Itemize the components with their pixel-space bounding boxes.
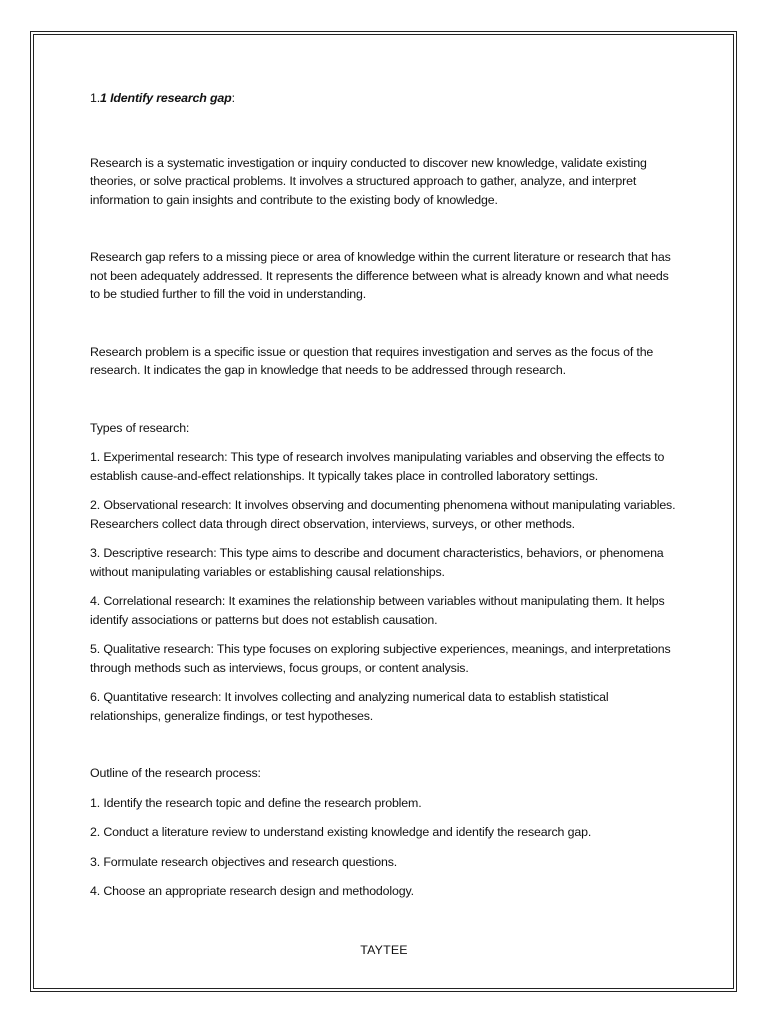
list-item: 3. Descriptive research: This type aims to describe and document characteristics, behaviors, or phenomena without manipulating variables or establishing causal relationships. [90, 546, 664, 579]
paragraph-research-problem: Research problem is a specific issue or question that requires investigation and serves as the focus of the research. It indicates the gap in knowledge that needs to be addressed through research. [90, 344, 654, 377]
section-heading [90, 89, 680, 108]
paragraph-research-gap: Research gap refers to a missing piece or area of knowledge within the current literature or research that has not been adequately addressed. It represents the difference between what is already known and what needs to be studied further to fill the void in understanding. [90, 250, 671, 301]
list-item: 2. Observational research: It involves observing and documenting phenomena without manipulating variables. Researchers collect data through direct observation, interviews, surveys, or other methods. [90, 498, 676, 531]
page-footer: TAYTEE [360, 943, 408, 957]
list-item: 2. Conduct a literature review to understand existing knowledge and identify the research gap. [90, 825, 592, 839]
outline-title: Outline of the research process: [90, 766, 261, 780]
list-item: 4. Correlational research: It examines the relationship between variables without manipulating them. It helps identify associations or patterns but does not establish causation. [90, 594, 665, 627]
heading-title: 1 Identify research gap [100, 91, 232, 105]
paragraph-research: Research is a systematic investigation or inquiry conducted to discover new knowledge, validate existing theories, or solve practical problems. It involves a structured approach to gather, analyze, and interpret information to gain insights and contribute to the existing body of knowledge. [90, 155, 647, 207]
list-item: 1. Identify the research topic and define the research problem. [90, 795, 422, 810]
list-item: 5. Qualitative research: This type focuses on exploring subjective experiences, meanings, and interpretations through methods such as interviews, focus groups, or content analysis. [90, 642, 671, 675]
heading-suffix: : [231, 91, 235, 105]
heading-number: 1. [90, 91, 101, 105]
list-item: 4. Choose an appropriate research design and methodology. [90, 884, 414, 898]
list-item: 6. Quantitative research: It involves collecting and analyzing numerical data to establish statistical relationships, generalize findings, or test hypotheses. [90, 690, 609, 723]
list-item: 3. Formulate research objectives and research questions. [90, 854, 398, 869]
types-title: Types of research: [90, 420, 190, 435]
list-item: 1. Experimental research: This type of research involves manipulating variables and observing the effects to establish cause-and-effect relationships. It typically takes place in controlled laboratory settings. [90, 450, 665, 483]
document-body [90, 89, 680, 912]
